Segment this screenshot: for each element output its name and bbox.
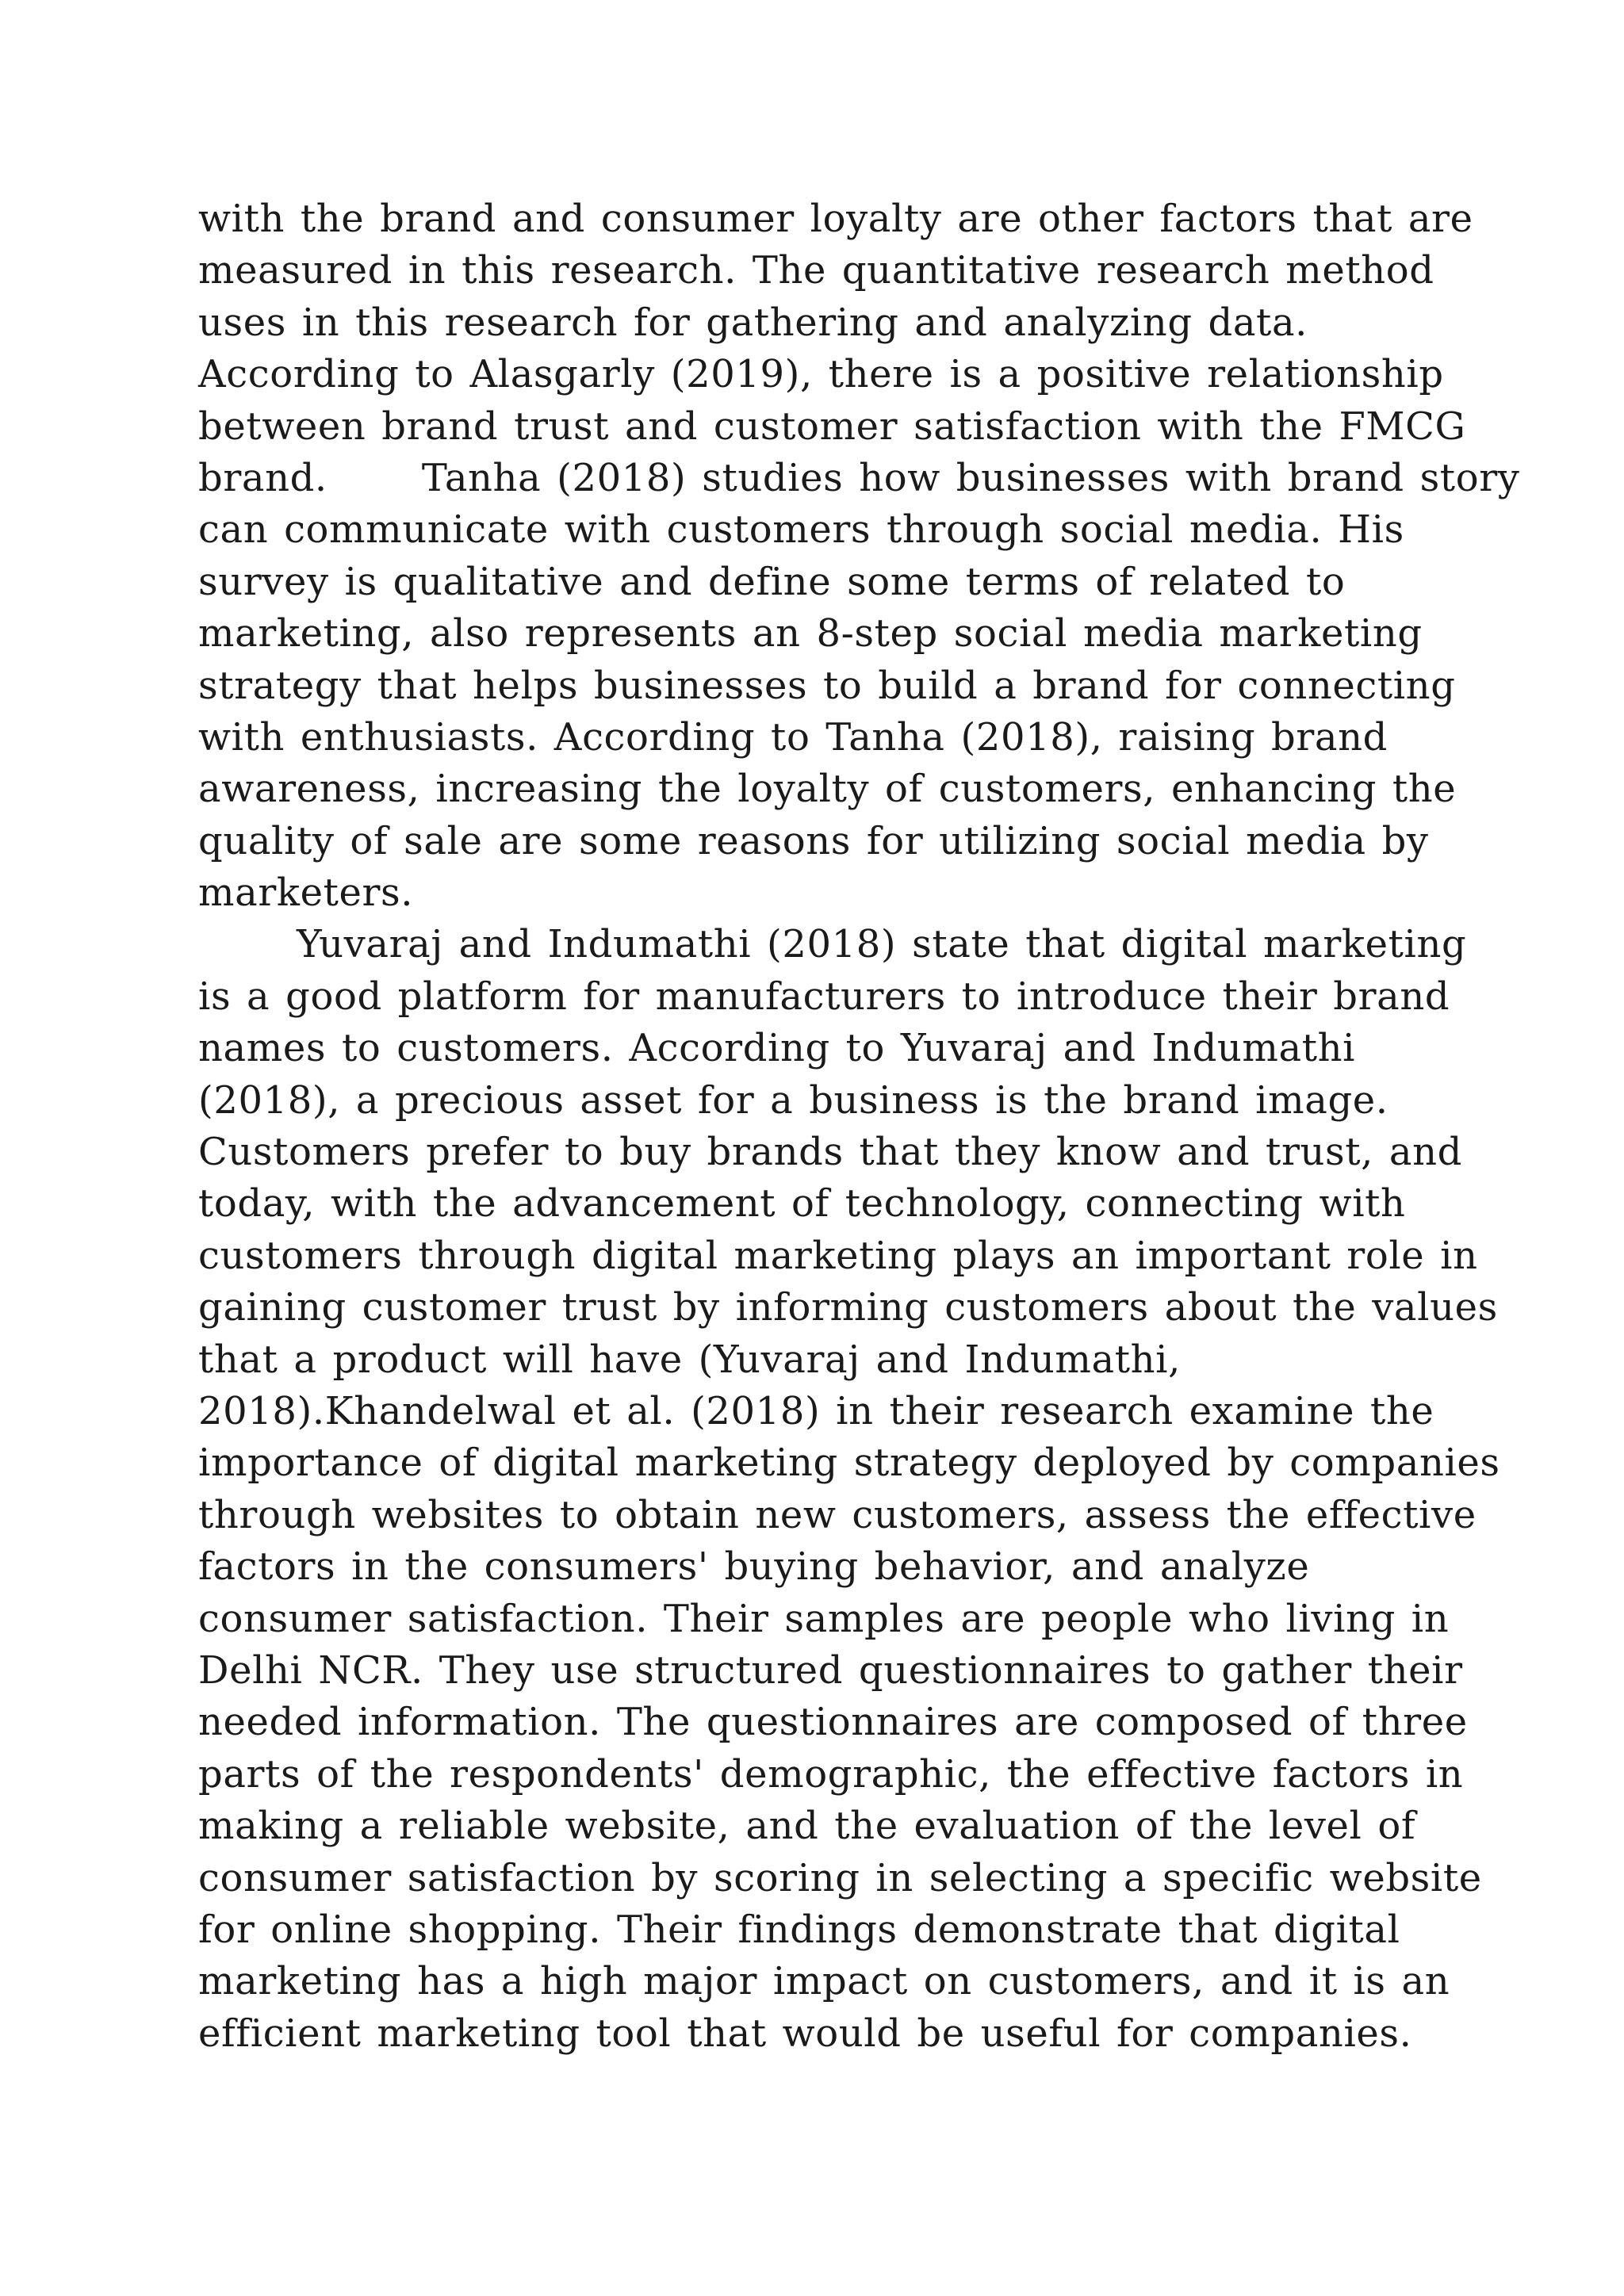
text-line: Delhi NCR. They use structured questionnaires to gather their [198, 1647, 1463, 1693]
text-line: Customers prefer to buy brands that they know and trust, and [198, 1130, 1462, 1175]
text-line: between brand trust and customer satisfaction with the FMCG [198, 404, 1466, 449]
text-line: with enthusiasts. According to Tanha (2018), raising brand [198, 714, 1388, 760]
text-line: marketing has a high major impact on customers, and it is an [198, 1959, 1450, 2004]
text-line: uses in this research for gathering and analyzing data. [198, 300, 1308, 345]
text-line: importance of digital marketing strategy deployed by companies [198, 1441, 1500, 1486]
text-line: making a reliable website, and the evaluation of the level of [198, 1804, 1416, 1849]
text-line: marketers. [198, 871, 414, 916]
text-line: awareness, increasing the loyalty of customers, enhancing the [198, 767, 1457, 812]
text-line: strategy that helps businesses to build a brand for connecting [198, 663, 1456, 708]
text-line: survey is qualitative and define some terms of related to [198, 559, 1346, 604]
text-line: is a good platform for manufacturers to introduce their brand [198, 974, 1450, 1019]
paragraph-first-line: Yuvaraj and Indumathi (2018) state that digital marketing [297, 922, 1467, 967]
text-line: gaining customer trust by informing customers about the values [198, 1285, 1498, 1330]
text-line: brand. Tanha (2018) studies how businesses with brand story [198, 455, 1520, 500]
text-line: that a product will have (Yuvaraj and Indumathi, [198, 1337, 1181, 1382]
text-line: parts of the respondents' demographic, the effective factors in [198, 1751, 1464, 1797]
text-line: factors in the consumers' buying behavior, and analyze [198, 1544, 1310, 1590]
text-line: (2018), a precious asset for a business is the brand image. [198, 1077, 1388, 1123]
text-line: today, with the advancement of technology, connecting with [198, 1181, 1406, 1226]
text-line: 2018).Khandelwal et al. (2018) in their research examine the [198, 1388, 1434, 1433]
text-line: for online shopping. Their findings demonstrate that digital [198, 1907, 1400, 1952]
text-line: consumer satisfaction. Their samples are people who living in [198, 1596, 1450, 1641]
text-line: can communicate with customers through social media. His [198, 507, 1404, 553]
text-line: needed information. The questionnaires are composed of three [198, 1700, 1468, 1745]
text-line: efficient marketing tool that would be useful for companies. [198, 2011, 1412, 2056]
text-line: quality of sale are some reasons for utilizing social media by [198, 818, 1429, 863]
text-line: customers through digital marketing plays an important role in [198, 1233, 1478, 1278]
text-line: through websites to obtain new customers, assess the effective [198, 1492, 1477, 1537]
text-line: According to Alasgarly (2019), there is a positive relationship [198, 352, 1444, 397]
text-line: names to customers. According to Yuvaraj and Indumathi [198, 1026, 1356, 1071]
text-line: measured in this research. The quantitative research method [198, 248, 1434, 293]
text-line: marketing, also represents an 8-step social media marketing [198, 611, 1423, 656]
text-line: consumer satisfaction by scoring in selecting a specific website [198, 1855, 1482, 1900]
body-text [198, 193, 1520, 2060]
text-line: with the brand and consumer loyalty are other factors that are [198, 197, 1473, 241]
